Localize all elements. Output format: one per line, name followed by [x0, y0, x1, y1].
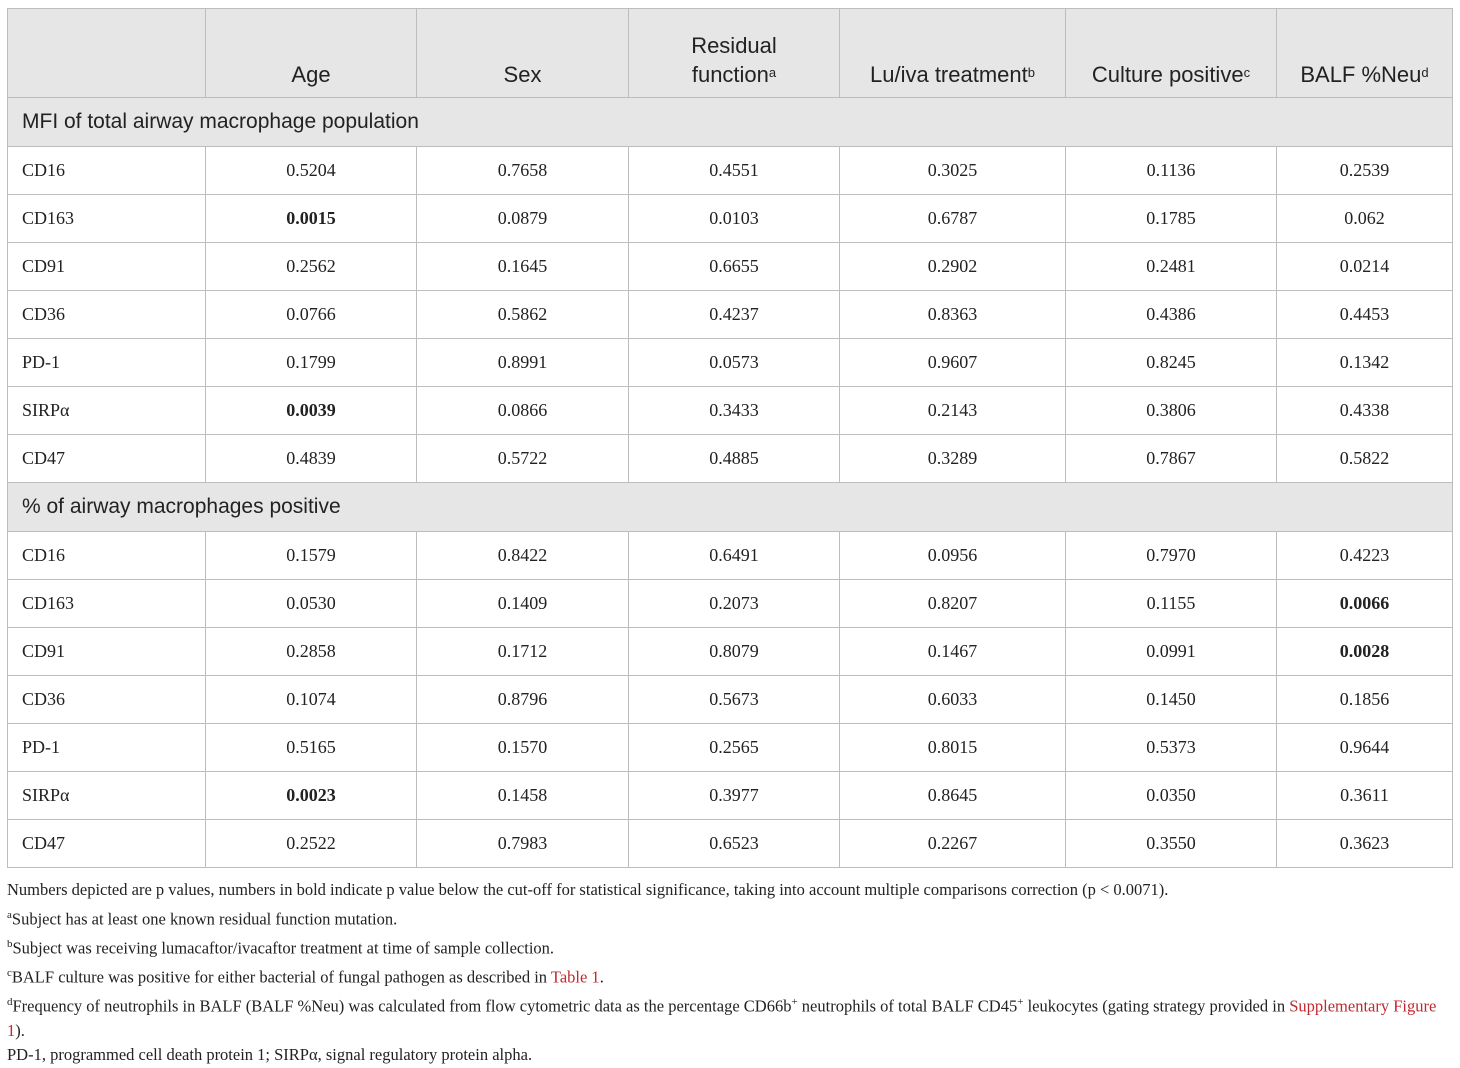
row-label: PD-1	[8, 339, 206, 387]
header-corner	[8, 9, 206, 98]
p-value-cell: 0.7867	[1066, 435, 1277, 483]
p-value-cell: 0.5673	[629, 676, 840, 724]
footnote-main: Numbers depicted are p values, numbers in bold indicate p value below the cut-off for statistical significance, taking into account multiple comparisons correction (p < 0.0071).	[7, 880, 1169, 899]
p-value-cell: 0.9607	[840, 339, 1066, 387]
p-value-cell: 0.4551	[629, 147, 840, 195]
p-value-cell: 0.0879	[417, 195, 629, 243]
p-value-cell: 0.3289	[840, 435, 1066, 483]
table-row	[8, 435, 1453, 483]
p-value-cell: 0.6491	[629, 532, 840, 580]
p-value-cell: 0.0066	[1277, 580, 1453, 628]
p-value-cell: 0.1155	[1066, 580, 1277, 628]
header-luiva-treatment	[840, 9, 1066, 98]
footnote-a-text: Subject has at least one known residual function mutation.	[11, 909, 398, 928]
footnote-d-text-3: leukocytes (gating strategy provided in	[1023, 996, 1290, 1015]
row-label: PD-1	[8, 724, 206, 772]
p-value-cell: 0.0350	[1066, 772, 1277, 820]
p-value-cell: 0.0214	[1277, 243, 1453, 291]
header-luiva-label: Lu/iva treatment	[870, 62, 1028, 87]
footnote-a	[7, 903, 1452, 932]
p-value-cell: 0.1136	[1066, 147, 1277, 195]
footnote-abbreviations: PD-1, programmed cell death protein 1; SIRPα, signal regulatory protein alpha.	[7, 1045, 533, 1064]
p-value-cell: 0.1570	[417, 724, 629, 772]
p-value-cell: 0.3623	[1277, 820, 1453, 868]
p-value-cell: 0.8245	[1066, 339, 1277, 387]
row-label: CD47	[8, 820, 206, 868]
header-balf-neu	[1277, 9, 1453, 98]
p-value-cell: 0.3806	[1066, 387, 1277, 435]
footnote-marker-b: b	[1027, 65, 1035, 80]
footnote-d-text-2: neutrophils of total BALF CD45	[797, 996, 1018, 1015]
header-balf-label: BALF %Neu	[1300, 62, 1422, 87]
header-age-label: Age	[291, 62, 331, 87]
footnote-c-end: .	[599, 967, 604, 986]
p-value-cell: 0.3977	[629, 772, 840, 820]
p-value-cell: 0.2858	[206, 628, 417, 676]
table-container	[7, 8, 1452, 1068]
p-value-cell: 0.5204	[206, 147, 417, 195]
footnote-b-marker: b	[7, 937, 13, 950]
table-row	[8, 532, 1453, 580]
row-label: CD47	[8, 435, 206, 483]
p-value-cell: 0.8015	[840, 724, 1066, 772]
row-label: SIRPα	[8, 772, 206, 820]
p-value-cell: 0.3433	[629, 387, 840, 435]
p-value-cell: 0.4237	[629, 291, 840, 339]
table-row	[8, 147, 1453, 195]
footnote-d-text-1: Frequency of neutrophils in BALF (BALF %Neu) was calculated from flow cytometric data as the percentage CD66b	[12, 996, 792, 1015]
p-value-cell: 0.0103	[629, 195, 840, 243]
footnote-marker-c: c	[1243, 65, 1251, 80]
table-row	[8, 724, 1453, 772]
p-value-cell: 0.1645	[417, 243, 629, 291]
section-header-row	[8, 98, 1453, 147]
row-label: CD163	[8, 580, 206, 628]
p-value-cell: 0.7658	[417, 147, 629, 195]
p-value-cell: 0.4453	[1277, 291, 1453, 339]
p-value-cell: 0.2143	[840, 387, 1066, 435]
footnote-marker-d: d	[1421, 65, 1429, 80]
header-sex-label: Sex	[503, 62, 542, 87]
p-value-cell: 0.1074	[206, 676, 417, 724]
p-value-cell: 0.8363	[840, 291, 1066, 339]
p-value-cell: 0.1856	[1277, 676, 1453, 724]
p-value-cell: 0.0015	[206, 195, 417, 243]
p-value-cell: 0.4386	[1066, 291, 1277, 339]
section-header-row	[8, 483, 1453, 532]
row-label: CD16	[8, 147, 206, 195]
p-value-cell: 0.062	[1277, 195, 1453, 243]
table-row	[8, 339, 1453, 387]
row-label: CD163	[8, 195, 206, 243]
p-value-table	[7, 8, 1453, 868]
p-value-cell: 0.0866	[417, 387, 629, 435]
p-value-cell: 0.0023	[206, 772, 417, 820]
p-value-cell: 0.6655	[629, 243, 840, 291]
p-value-cell: 0.5862	[417, 291, 629, 339]
footnote-marker-a: a	[768, 65, 777, 80]
p-value-cell: 0.2073	[629, 580, 840, 628]
p-value-cell: 0.5165	[206, 724, 417, 772]
p-value-cell: 0.8991	[417, 339, 629, 387]
p-value-cell: 0.7970	[1066, 532, 1277, 580]
table-row	[8, 580, 1453, 628]
p-value-cell: 0.9644	[1277, 724, 1453, 772]
p-value-cell: 0.8645	[840, 772, 1066, 820]
p-value-cell: 0.0573	[629, 339, 840, 387]
row-label: CD16	[8, 532, 206, 580]
p-value-cell: 0.8796	[417, 676, 629, 724]
p-value-cell: 0.5722	[417, 435, 629, 483]
table-row	[8, 243, 1453, 291]
table-footnotes	[7, 878, 1452, 1068]
table-body	[8, 98, 1453, 868]
footnote-b-text: Subject was receiving lumacaftor/ivacaftor treatment at time of sample collection.	[12, 938, 555, 957]
footnote-d	[7, 990, 1452, 1044]
p-value-cell: 0.2522	[206, 820, 417, 868]
p-value-cell: 0.8079	[629, 628, 840, 676]
p-value-cell: 0.6033	[840, 676, 1066, 724]
p-value-cell: 0.1409	[417, 580, 629, 628]
table-row	[8, 628, 1453, 676]
footnote-b	[7, 932, 1452, 961]
p-value-cell: 0.0956	[840, 532, 1066, 580]
p-value-cell: 0.4223	[1277, 532, 1453, 580]
p-value-cell: 0.1785	[1066, 195, 1277, 243]
p-value-cell: 0.3611	[1277, 772, 1453, 820]
p-value-cell: 0.3025	[840, 147, 1066, 195]
table-1-link[interactable]: Table 1	[550, 967, 600, 986]
section-title: MFI of total airway macrophage population	[8, 98, 1453, 147]
footnote-c-text: BALF culture was positive for either bacterial of fungal pathogen as described in	[11, 967, 551, 986]
footnote-d-end: ).	[15, 1020, 25, 1040]
p-value-cell: 0.2267	[840, 820, 1066, 868]
footnote-d-marker: d	[7, 995, 13, 1008]
footnote-a-marker: a	[7, 908, 12, 921]
row-label: SIRPα	[8, 387, 206, 435]
p-value-cell: 0.2565	[629, 724, 840, 772]
p-value-cell: 0.5373	[1066, 724, 1277, 772]
header-age	[206, 9, 417, 98]
p-value-cell: 0.0028	[1277, 628, 1453, 676]
p-value-cell: 0.1458	[417, 772, 629, 820]
p-value-cell: 0.2481	[1066, 243, 1277, 291]
header-sex	[417, 9, 629, 98]
header-culture-positive	[1066, 9, 1277, 98]
supplementary-figure-1-link[interactable]: Supplementary Figure 1	[7, 996, 1437, 1040]
p-value-cell: 0.2902	[840, 243, 1066, 291]
table-row	[8, 291, 1453, 339]
p-value-cell: 0.4839	[206, 435, 417, 483]
p-value-cell: 0.0530	[206, 580, 417, 628]
p-value-cell: 0.3550	[1066, 820, 1277, 868]
p-value-cell: 0.2562	[206, 243, 417, 291]
header-residual-function	[629, 9, 840, 98]
header-residual-line2: function	[691, 62, 769, 87]
row-label: CD91	[8, 628, 206, 676]
p-value-cell: 0.0991	[1066, 628, 1277, 676]
p-value-cell: 0.1799	[206, 339, 417, 387]
p-value-cell: 0.4338	[1277, 387, 1453, 435]
p-value-cell: 0.5822	[1277, 435, 1453, 483]
header-row	[8, 9, 1453, 98]
table-row	[8, 387, 1453, 435]
table-row	[8, 676, 1453, 724]
p-value-cell: 0.4885	[629, 435, 840, 483]
header-residual-line1: Residual	[691, 33, 777, 58]
p-value-cell: 0.1712	[417, 628, 629, 676]
p-value-cell: 0.8207	[840, 580, 1066, 628]
footnote-d-plus-2: +	[1017, 995, 1024, 1008]
p-value-cell: 0.0039	[206, 387, 417, 435]
footnote-c-marker: c	[7, 966, 12, 979]
row-label: CD36	[8, 291, 206, 339]
p-value-cell: 0.0766	[206, 291, 417, 339]
p-value-cell: 0.6523	[629, 820, 840, 868]
p-value-cell: 0.1342	[1277, 339, 1453, 387]
table-row	[8, 820, 1453, 868]
row-label: CD91	[8, 243, 206, 291]
p-value-cell: 0.1450	[1066, 676, 1277, 724]
table-row	[8, 195, 1453, 243]
header-culture-label: Culture positive	[1091, 62, 1244, 87]
p-value-cell: 0.8422	[417, 532, 629, 580]
p-value-cell: 0.1579	[206, 532, 417, 580]
p-value-cell: 0.2539	[1277, 147, 1453, 195]
p-value-cell: 0.1467	[840, 628, 1066, 676]
p-value-cell: 0.7983	[417, 820, 629, 868]
p-value-cell: 0.6787	[840, 195, 1066, 243]
section-title: % of airway macrophages positive	[8, 483, 1453, 532]
footnote-d-plus-1: +	[791, 995, 798, 1008]
footnote-c	[7, 961, 1452, 990]
row-label: CD36	[8, 676, 206, 724]
table-row	[8, 772, 1453, 820]
